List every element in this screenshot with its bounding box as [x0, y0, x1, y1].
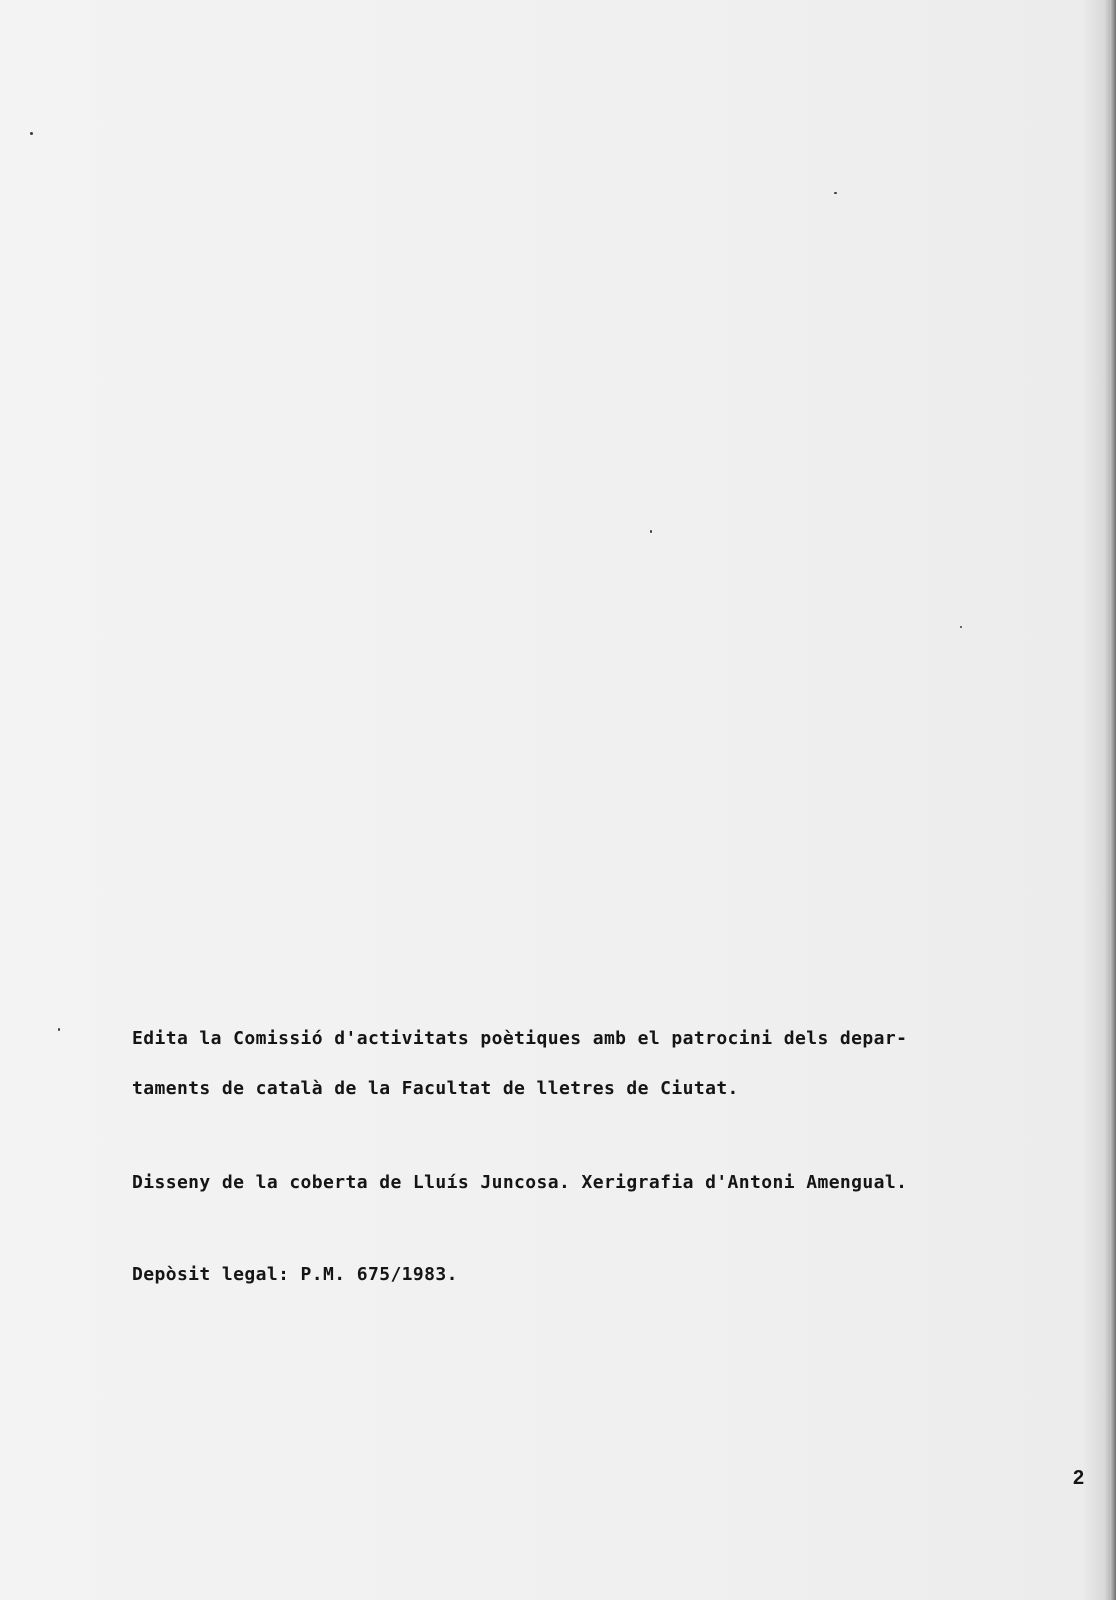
dust-speck: [58, 1028, 60, 1031]
publisher-line-1: Edita la Comissió d'activitats poètiques amb el patrocini dels depar-: [132, 1028, 908, 1049]
dust-speck: [960, 626, 962, 628]
legal-deposit: Depòsit legal: P.M. 675/1983.: [132, 1264, 458, 1285]
dust-speck: [650, 530, 652, 533]
page-edge-shadow: [1110, 0, 1116, 1600]
dust-speck: [834, 192, 837, 194]
design-credit: Disseny de la coberta de Lluís Juncosa. Xerigrafia d'Antoni Amengual.: [132, 1172, 908, 1193]
dust-speck: [30, 132, 33, 135]
publisher-line-2: taments de català de la Facultat de lletres de Ciutat.: [132, 1078, 739, 1099]
page-number: 2: [1073, 1467, 1085, 1489]
